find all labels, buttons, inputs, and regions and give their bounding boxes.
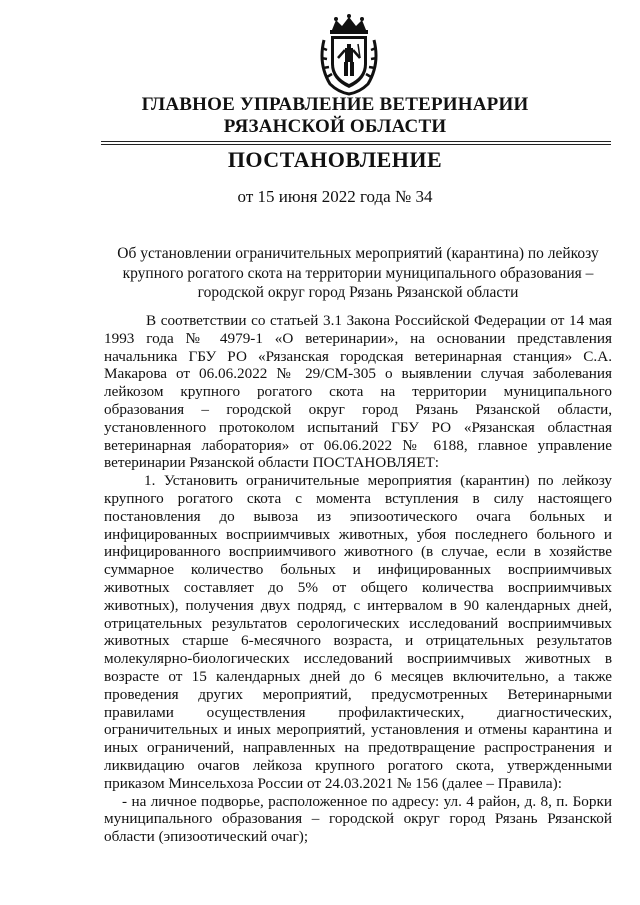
- coat-of-arms-icon: [318, 14, 380, 96]
- header-divider-secondary: [101, 144, 611, 145]
- preamble-paragraph: В соответствии со статьей 3.1 Закона Российской Федерации от 14 мая 1993 года № 4979-1 «О ветеринарии», на основании представления начальника ГБУ РО «Рязанская городская ветеринарная станция» С.А. Макарова от 06.06.2022 № 29/СМ-305 о выявлении случая заболевания лейкозом крупного рогатого скота на территории муниципального образования – городской округ город Рязань Рязанской области, установленного протоколом испытаний ГБУ РО «Рязанская областная ветеринарная лаборатория» от 06.06.2022 № 6188, главное управление ветеринарии Рязанской области ПОСТАНОВЛЯЕТ:: [104, 312, 612, 472]
- item-1-dash-1: - на личное подворье, расположенное по адресу: ул. 4 район, д. 8, п. Борки муниципального образования – городской округ город Рязань Рязанской области (эпизоотический очаг);: [104, 792, 612, 846]
- organization-name-line2: РЯЗАНСКОЙ ОБЛАСТИ: [223, 116, 447, 137]
- header-divider: [101, 141, 611, 142]
- organization-name-line1: ГЛАВНОЕ УПРАВЛЕНИЕ ВЕТЕРИНАРИИ: [141, 94, 529, 115]
- document-type-title: ПОСТАНОВЛЕНИЕ: [227, 147, 443, 172]
- document-body: [104, 312, 612, 846]
- document-subject: Об установлении ограничительных мероприятий (карантина) по лейкозу крупного рогатого скота на территории муниципального образования – городской округ город Рязань Рязанской области: [117, 245, 599, 301]
- item-1-paragraph: 1. Установить ограничительные мероприятия (карантин) по лейкозу крупного рогатого скота с момента вступления в силу настоящего постановления до вывоза из эпизоотического очага больных и инфицированных восприимчивых животных, убоя последнего больного и инфицированного восприимчивого животного (в случае, если в хозяйстве суммарное количество больных и инфицированных восприимчивых животных составляет до 5% от общего количества восприимчивых животных), получения двух подряд, с интервалом в 90 календарных дней, отрицательных результатов серологических исследований восприимчивых животных старше 6-месячного возраста, и отрицательных результатов молекулярно-биологических исследований восприимчивых животных в возрасте от 15 календарных дней до 6 месяцев включительно, а также проведения других мероприятий, предусмотренных Ветеринарными правилами осуществления профилактических, диагностических, ограничительных и иных мероприятий, установления и отмены карантина и иных ограничений, направленных на предотвращение распространения и ликвидацию очагов лейкоза крупного рогатого скота, утвержденными приказом Минсельхоза России от 24.03.2021 № 156 (далее – Правила):: [104, 472, 612, 792]
- document-date-number: от 15 июня 2022 года № 34: [237, 187, 433, 206]
